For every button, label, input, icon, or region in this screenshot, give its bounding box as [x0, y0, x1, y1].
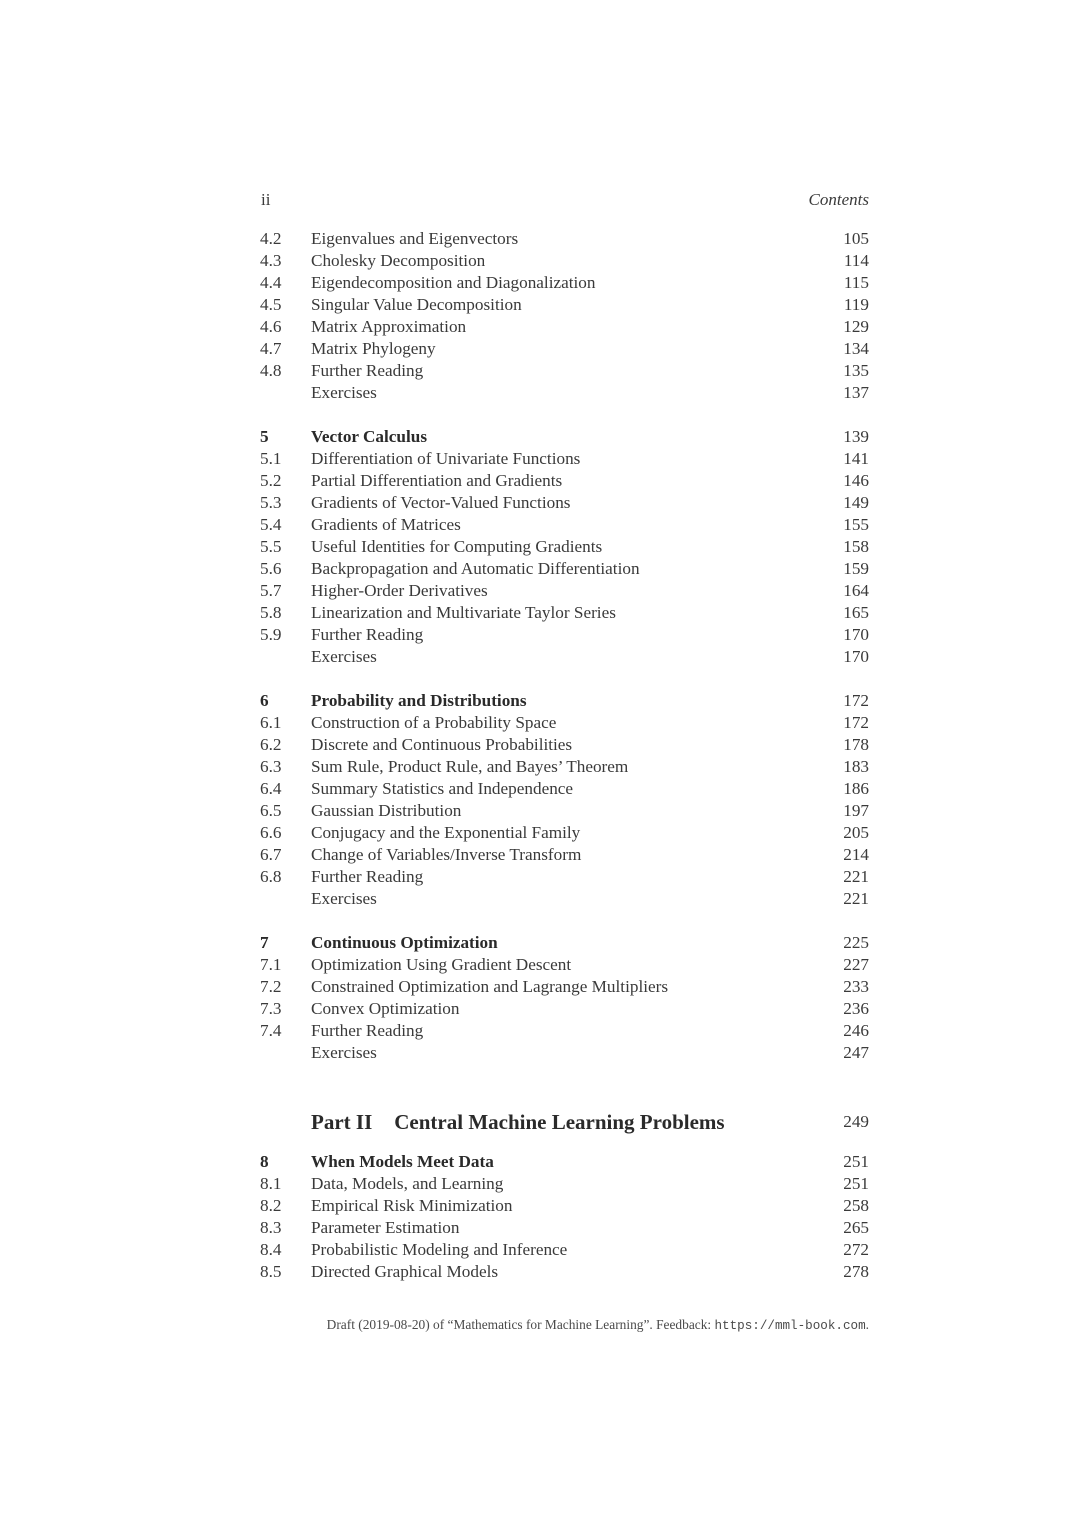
entry-number: 8.1 — [260, 1174, 282, 1193]
entry-number: 5.5 — [260, 537, 282, 556]
toc-entry[interactable] — [260, 1217, 869, 1239]
toc-block — [260, 426, 869, 668]
entry-title: Eigenvalues and Eigenvectors — [311, 229, 519, 248]
entry-page-number: 172 — [843, 691, 869, 710]
toc-entry[interactable] — [260, 470, 869, 492]
entry-title: Linearization and Multivariate Taylor Series — [311, 603, 616, 622]
entry-page-number: 158 — [843, 537, 869, 556]
entry-number: 4.6 — [260, 317, 282, 336]
entry-number: 7.3 — [260, 999, 282, 1018]
toc-entry[interactable] — [260, 602, 869, 624]
toc-entry[interactable] — [260, 492, 869, 514]
toc-chapters-part-ii — [260, 1151, 869, 1283]
entry-title: Empirical Risk Minimization — [311, 1196, 513, 1215]
toc-block — [260, 1151, 869, 1283]
entry-page-number: 164 — [843, 581, 869, 600]
entry-page-number: 247 — [843, 1043, 869, 1062]
toc-entry[interactable] — [260, 712, 869, 734]
entry-title: Matrix Phylogeny — [311, 339, 436, 358]
entry-title: Cholesky Decomposition — [311, 251, 486, 270]
entry-title: Conjugacy and the Exponential Family — [311, 823, 581, 842]
entry-title: Optimization Using Gradient Descent — [311, 955, 572, 974]
entry-number: 4.7 — [260, 339, 282, 358]
entry-title: Eigendecomposition and Diagonalization — [311, 273, 596, 292]
entry-page-number: 272 — [843, 1240, 869, 1259]
entry-title: Exercises — [311, 383, 377, 402]
toc-page — [260, 186, 869, 1283]
toc-entry[interactable] — [260, 558, 869, 580]
entry-page-number: 233 — [843, 977, 869, 996]
entry-page-number: 205 — [843, 823, 869, 842]
toc-entry[interactable] — [260, 976, 869, 998]
entry-number: 6.6 — [260, 823, 282, 842]
entry-title: Further Reading — [311, 361, 424, 380]
entry-number: 5 — [260, 427, 269, 446]
entry-title: Continuous Optimization — [311, 933, 498, 952]
entry-page-number: 165 — [843, 603, 869, 622]
entry-page-number: 172 — [843, 713, 869, 732]
entry-number: 4.2 — [260, 229, 282, 248]
toc-entry[interactable] — [260, 1042, 869, 1064]
entry-title: Parameter Estimation — [311, 1218, 460, 1237]
toc-entry[interactable] — [260, 844, 869, 866]
entry-page-number: 221 — [843, 889, 869, 908]
toc-entry[interactable] — [260, 888, 869, 910]
toc-entry[interactable] — [260, 514, 869, 536]
toc-entry[interactable] — [260, 1173, 869, 1195]
page-footer — [264, 1317, 869, 1333]
entry-title: Further Reading — [311, 1021, 424, 1040]
entry-title: Probability and Distributions — [311, 691, 527, 710]
entry-title: Convex Optimization — [311, 999, 460, 1018]
page-number: ii — [261, 190, 271, 209]
entry-number: 4.5 — [260, 295, 282, 314]
entry-number: 7 — [260, 933, 269, 952]
entry-page-number: 227 — [843, 955, 869, 974]
entry-number: 6.8 — [260, 867, 282, 886]
entry-number: 4.3 — [260, 251, 282, 270]
toc-chapter-entry[interactable] — [260, 932, 869, 954]
entry-page-number: 183 — [843, 757, 869, 776]
entry-page-number: 186 — [843, 779, 869, 798]
toc-entry[interactable] — [260, 250, 869, 272]
entry-page-number: 115 — [843, 273, 869, 292]
toc-entry[interactable] — [260, 822, 869, 844]
entry-page-number: 265 — [843, 1218, 869, 1237]
toc-entry[interactable] — [260, 734, 869, 756]
part-title — [311, 1107, 725, 1137]
entry-page-number: 141 — [843, 449, 869, 468]
entry-page-number: 178 — [843, 735, 869, 754]
entry-page-number: 214 — [843, 845, 869, 864]
entry-page-number: 170 — [843, 625, 869, 644]
entry-page-number: 119 — [843, 295, 869, 314]
entry-page-number: 197 — [843, 801, 869, 820]
entry-title: Matrix Approximation — [311, 317, 467, 336]
entry-number: 8 — [260, 1152, 269, 1171]
entry-title: When Models Meet Data — [311, 1152, 494, 1171]
entry-number: 5.9 — [260, 625, 282, 644]
entry-page-number: 251 — [843, 1152, 869, 1171]
entry-title: Useful Identities for Computing Gradients — [311, 537, 603, 556]
toc-block — [260, 690, 869, 910]
entry-number: 7.4 — [260, 1021, 282, 1040]
entry-number: 7.2 — [260, 977, 282, 996]
entry-title: Further Reading — [311, 867, 424, 886]
entry-number: 7.1 — [260, 955, 282, 974]
entry-title: Further Reading — [311, 625, 424, 644]
entry-title: Change of Variables/Inverse Transform — [311, 845, 582, 864]
toc-entry[interactable] — [260, 800, 869, 822]
entry-page-number: 146 — [843, 471, 869, 490]
entry-number: 5.3 — [260, 493, 282, 512]
entry-number: 6 — [260, 691, 269, 710]
entry-number: 5.2 — [260, 471, 282, 490]
entry-page-number: 236 — [843, 999, 869, 1018]
table-of-contents — [260, 228, 869, 1283]
toc-entry[interactable] — [260, 1020, 869, 1042]
part-name: Central Machine Learning Problems — [394, 1110, 725, 1134]
entry-title: Gaussian Distribution — [311, 801, 462, 820]
part-label: Part II — [311, 1110, 373, 1134]
entry-title: Singular Value Decomposition — [311, 295, 522, 314]
entry-title: Differentiation of Univariate Functions — [311, 449, 581, 468]
entry-title: Vector Calculus — [311, 427, 428, 446]
toc-block — [260, 228, 869, 404]
toc-entry[interactable] — [260, 1239, 869, 1261]
entry-page-number: 137 — [843, 383, 869, 402]
entry-number: 8.3 — [260, 1218, 282, 1237]
entry-number: 6.5 — [260, 801, 282, 820]
entry-page-number: 159 — [843, 559, 869, 578]
part-heading[interactable] — [260, 1107, 869, 1137]
entry-number: 4.4 — [260, 273, 282, 292]
entry-title: Gradients of Vector-Valued Functions — [311, 493, 571, 512]
entry-page-number: 170 — [843, 647, 869, 666]
entry-page-number: 251 — [843, 1174, 869, 1193]
entry-title: Partial Differentiation and Gradients — [311, 471, 563, 490]
toc-entry[interactable] — [260, 954, 869, 976]
entry-title: Summary Statistics and Independence — [311, 779, 574, 798]
entry-page-number: 105 — [843, 229, 869, 248]
entry-title: Constrained Optimization and Lagrange Multipliers — [311, 977, 669, 996]
entry-page-number: 114 — [843, 251, 869, 270]
footer-text: Draft (2019-08-20) of “Mathematics for Machine Learning”. Feedback: — [326, 1317, 715, 1332]
entry-number: 8.2 — [260, 1196, 282, 1215]
entry-page-number: 134 — [843, 339, 869, 358]
entry-page-number: 135 — [843, 361, 869, 380]
entry-title: Sum Rule, Product Rule, and Bayes’ Theorem — [311, 757, 629, 776]
entry-page-number: 221 — [843, 867, 869, 886]
toc-entry[interactable] — [260, 624, 869, 646]
running-title: Contents — [808, 190, 869, 209]
entry-number: 6.2 — [260, 735, 282, 754]
toc-entry[interactable] — [260, 1195, 869, 1217]
part-page-number: 249 — [843, 1112, 869, 1131]
entry-number: 5.8 — [260, 603, 282, 622]
toc-entry[interactable] — [260, 646, 869, 668]
entry-title: Probabilistic Modeling and Inference — [311, 1240, 568, 1259]
entry-page-number: 149 — [843, 493, 869, 512]
toc-entry[interactable] — [260, 294, 869, 316]
entry-number: 5.1 — [260, 449, 282, 468]
entry-title: Backpropagation and Automatic Differentiation — [311, 559, 640, 578]
entry-title: Directed Graphical Models — [311, 1262, 499, 1281]
entry-number: 8.4 — [260, 1240, 282, 1259]
toc-chapter-entry[interactable] — [260, 1151, 869, 1173]
entry-page-number: 155 — [843, 515, 869, 534]
entry-title: Higher-Order Derivatives — [311, 581, 488, 600]
toc-entry[interactable] — [260, 338, 869, 360]
toc-entry[interactable] — [260, 228, 869, 250]
toc-entry[interactable] — [260, 1261, 869, 1283]
toc-entry[interactable] — [260, 756, 869, 778]
toc-block — [260, 932, 869, 1064]
entry-number: 5.4 — [260, 515, 282, 534]
entry-title: Exercises — [311, 647, 377, 666]
entry-title: Discrete and Continuous Probabilities — [311, 735, 573, 754]
entry-page-number: 278 — [843, 1262, 869, 1281]
entry-page-number: 225 — [843, 933, 869, 952]
footer-end: . — [865, 1317, 869, 1332]
toc-entry[interactable] — [260, 448, 869, 470]
toc-entry[interactable] — [260, 536, 869, 558]
entry-number: 4.8 — [260, 361, 282, 380]
running-head — [260, 186, 869, 216]
toc-chapter-entry[interactable] — [260, 426, 869, 448]
entry-number: 5.6 — [260, 559, 282, 578]
entry-title: Gradients of Matrices — [311, 515, 461, 534]
entry-page-number: 139 — [843, 427, 869, 446]
entry-number: 6.7 — [260, 845, 282, 864]
entry-title: Construction of a Probability Space — [311, 713, 557, 732]
toc-entry[interactable] — [260, 382, 869, 404]
toc-chapters — [260, 228, 869, 1064]
toc-entry[interactable] — [260, 998, 869, 1020]
toc-entry[interactable] — [260, 272, 869, 294]
toc-entry[interactable] — [260, 316, 869, 338]
entry-number: 6.1 — [260, 713, 282, 732]
entry-title: Data, Models, and Learning — [311, 1174, 504, 1193]
toc-chapter-entry[interactable] — [260, 690, 869, 712]
entry-title: Exercises — [311, 889, 377, 908]
entry-page-number: 129 — [843, 317, 869, 336]
toc-entry[interactable] — [260, 580, 869, 602]
entry-number: 6.3 — [260, 757, 282, 776]
entry-number: 8.5 — [260, 1262, 282, 1281]
entry-number: 6.4 — [260, 779, 282, 798]
entry-number: 5.7 — [260, 581, 282, 600]
toc-entry[interactable] — [260, 360, 869, 382]
entry-title: Exercises — [311, 1043, 377, 1062]
toc-entry[interactable] — [260, 778, 869, 800]
entry-page-number: 258 — [843, 1196, 869, 1215]
feedback-link[interactable]: https://mml-book.com — [714, 1319, 866, 1333]
toc-entry[interactable] — [260, 866, 869, 888]
entry-page-number: 246 — [843, 1021, 869, 1040]
